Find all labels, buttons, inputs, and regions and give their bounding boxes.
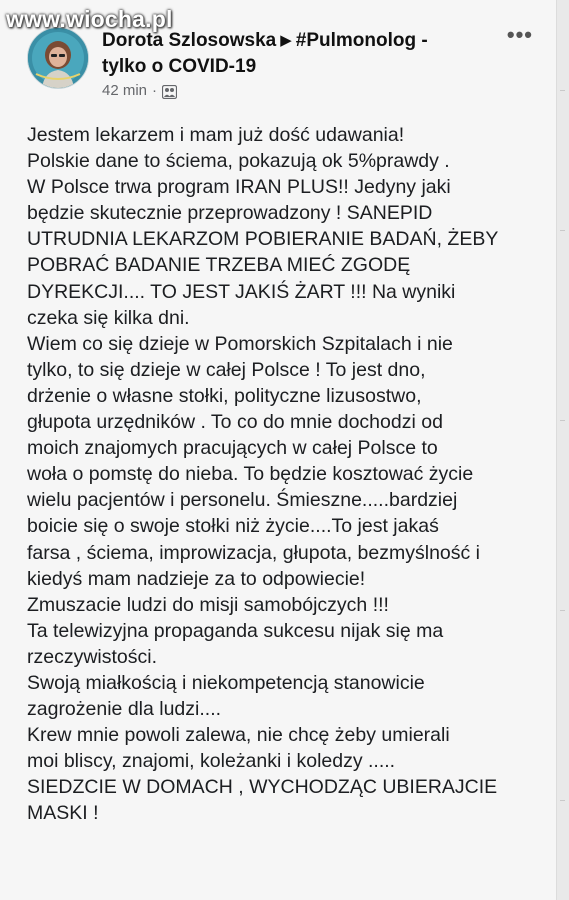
post-text-line: będzie skutecznie przeprowadzony ! SANEPID — [27, 202, 433, 225]
post-text-line: DYREKCJI.... TO JEST JAKIŚ ŻART !!! Na wyniki — [27, 280, 456, 303]
group-audience-icon — [162, 85, 177, 99]
post-text-line: moi bliscy, znajomi, koleżanki i koledzy ..... — [27, 750, 396, 773]
post-text-line: moich znajomych pracujących w całej Polsce to — [27, 437, 438, 460]
post-text-line: kiedyś mam nadzieje za to odpowiecie! — [27, 567, 366, 590]
post-text-line: głupota urzędników . To co do mnie dochodzi od — [27, 411, 443, 434]
post-text-line: Jestem lekarzem i mam już dość udawania! — [27, 124, 405, 146]
post-text-line: drżenie o własne stołki, polityczne lizusostwo, — [27, 384, 422, 407]
post-text-line: MASKI ! — [27, 802, 99, 825]
post-body — [27, 122, 547, 827]
avatar[interactable] — [27, 27, 89, 89]
post-meta — [102, 82, 177, 99]
post-text-line: Ta telewizyjna propaganda sukcesu nijak się ma — [27, 619, 444, 642]
scrollbar[interactable] — [556, 0, 569, 900]
group-name-continued[interactable]: tylko o COVID-19 — [102, 56, 257, 77]
post-text-line: farsa , ściema, improwizacja, głupota, bezmyślność i — [27, 541, 481, 564]
caret-right-icon: ▶ — [280, 32, 292, 49]
author-name[interactable]: Dorota Szlosowska — [102, 30, 277, 51]
post-text-line: woła o pomstę do nieba. To będzie kosztować życie — [27, 463, 474, 486]
more-options-icon: ••• — [506, 22, 533, 47]
post-text-line: rzeczywistości. — [27, 645, 158, 668]
post-text-line: Swoją miałkością i niekompetencją stanowicie — [27, 671, 425, 694]
post-text-line: czeka się kilka dni. — [27, 306, 190, 329]
post-text-line: boicie się o swoje stołki niż życie....To jest jakaś — [27, 515, 439, 538]
post-text-line: UTRUDNIA LEKARZOM POBIERANIE BADAŃ, ŻEBY — [27, 228, 499, 251]
group-name[interactable]: #Pulmonolog - — [295, 30, 428, 51]
post-text-line: Wiem co się dzieje w Pomorskich Szpitalach i nie — [27, 332, 453, 355]
post-text-line: tylko, to się dzieje w całej Polsce ! To jest dno, — [27, 358, 426, 381]
post-header — [102, 28, 492, 79]
post-text-line: Polskie dane to ściema, pokazują ok 5%prawdy . — [27, 150, 450, 173]
post-title-line-2 — [102, 54, 492, 79]
post-text-line: SIEDZCIE W DOMACH , WYCHODZĄC UBIERAJCIE — [27, 776, 498, 799]
watermark: www.wiocha.pl — [6, 6, 173, 32]
post-text-line: W Polsce trwa program IRAN PLUS!! Jedyny jaki — [27, 176, 451, 199]
post-text-line: zagrożenie dla ludzi.... — [27, 698, 222, 721]
avatar-image — [28, 28, 88, 88]
post-text-line: wielu pacjentów i personelu. Śmieszne.....bardziej — [27, 489, 458, 512]
post-text-line: POBRAĆ BADANIE TRZEBA MIEĆ ZGODĘ — [27, 254, 411, 277]
post-text-line: Krew mnie powoli zalewa, nie chcę żeby umierali — [27, 724, 450, 747]
post-text-line: Zmuszacie ludzi do misji samobójczych !!! — [27, 593, 389, 616]
post-timestamp[interactable]: 42 min — [102, 82, 148, 99]
more-options-button[interactable] — [506, 22, 533, 47]
meta-separator: · — [152, 82, 158, 99]
